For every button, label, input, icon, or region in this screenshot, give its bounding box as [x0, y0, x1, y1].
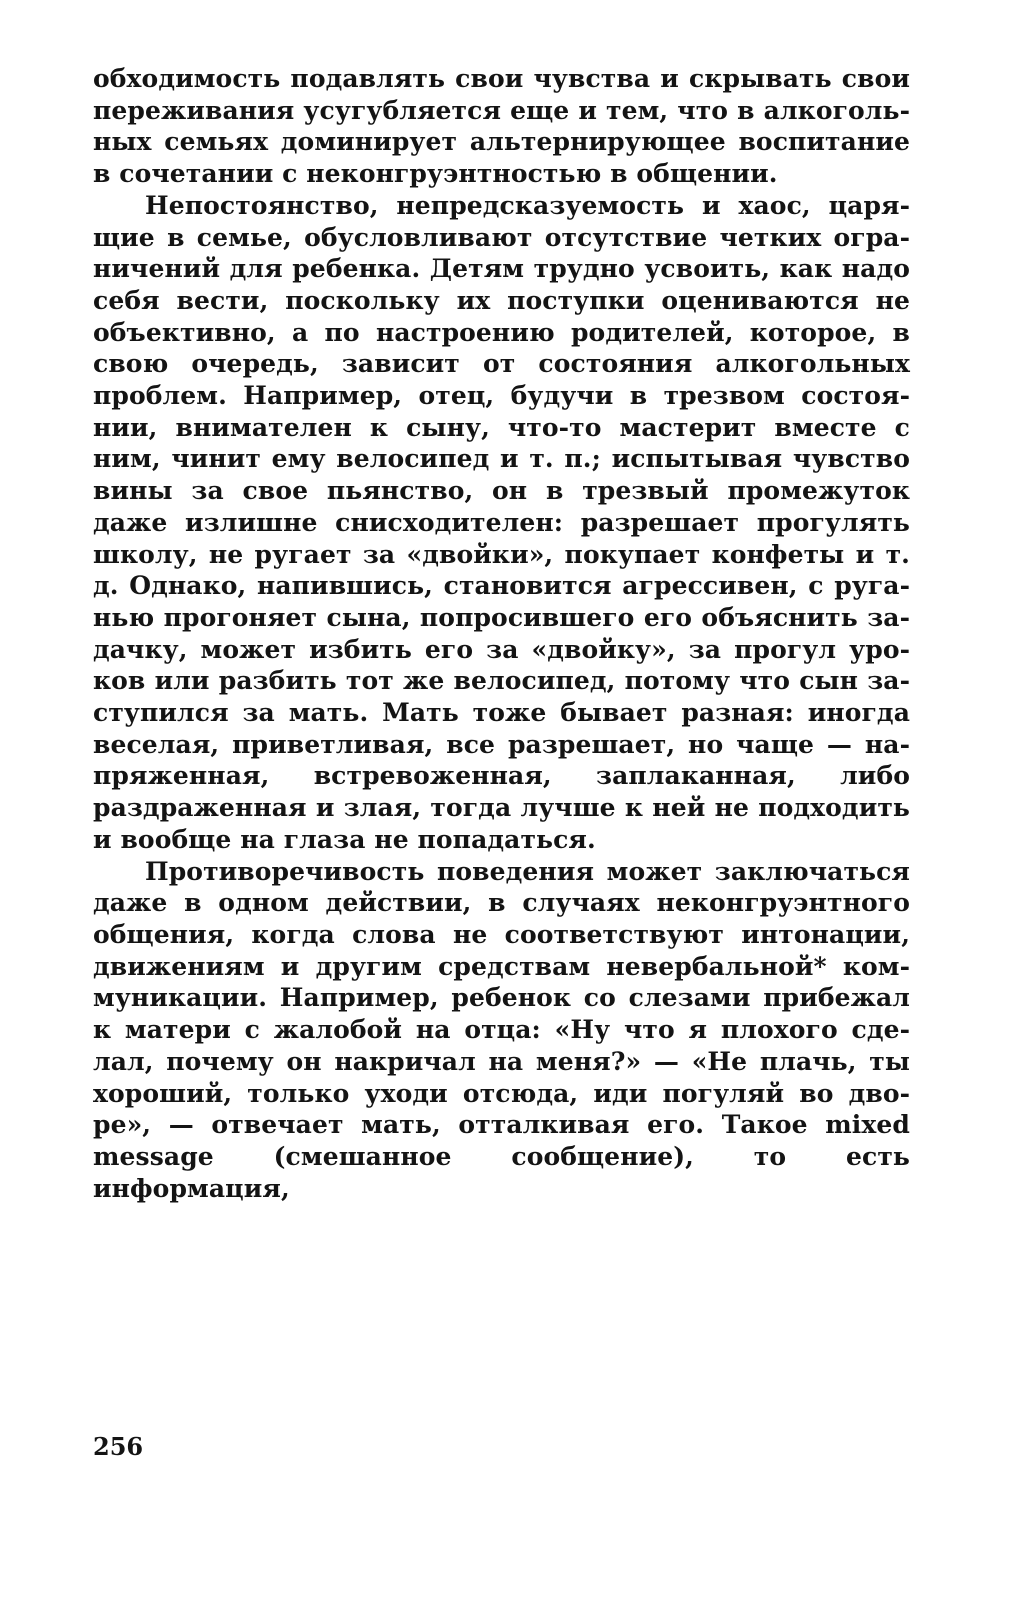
paragraph: Противоречивость поведения может заключаться даже в одном действии, в случаях неконгруэнтного общения, когда слова не соответствуют интонации, движениям и другим средствам невербальной* коммуникации. Например, ребенок со слезами прибежал к матери с жалобой на отца: «Ну что я плохого сделал, почему он накричал на меня?» — «Не плачь, ты хороший, только уходи отсюда, иди погуляй во дворе», — отвечает мать, отталкивая его. Такое mixed message (смешанное сообщение), то есть информация,: [93, 856, 910, 1203]
body-text: [93, 63, 910, 1204]
paragraph-continued: обходимость подавлять свои чувства и скрывать свои переживания усугубляется еще и тем, что в алкогольных семьях доминирует альтернирующее воспитание в сочетании с неконгруэнтностью в общении.: [93, 64, 910, 189]
page-number: 256: [93, 1432, 144, 1461]
paragraph: Непостоянство, непредсказуемость и хаос, царящие в семье, обусловливают отсутствие четких ограничений для ребенка. Детям трудно усвоить, как надо себя вести, поскольку их поступки оцениваются не объективно, а по настроению родителей, которое, в свою очередь, зависит от состояния алкогольных проблем. Например, отец, будучи в трезвом состоянии, внимателен к сыну, что-то мастерит вместе с ним, чинит ему велосипед и т. п.; испытывая чувство вины за свое пьянство, он в трезвый промежуток даже излишне снисходителен: разрешает прогулять школу, не ругает за «двойки», покупает конфеты и т. д. Однако, напившись, становится агрессивен, с руганью прогоняет сына, попросившего его объяснить задачку, может избить его за «двойку», за прогул уроков или разбить тот же велосипед, потому что сын заступился за мать. Мать тоже бывает разная: иногда веселая, приветливая, все разрешает, но чаще — напряженная, встревоженная, заплаканная, либо раздраженная и злая, тогда лучше к ней не подходить и вообще на глаза не попадаться.: [93, 190, 910, 854]
